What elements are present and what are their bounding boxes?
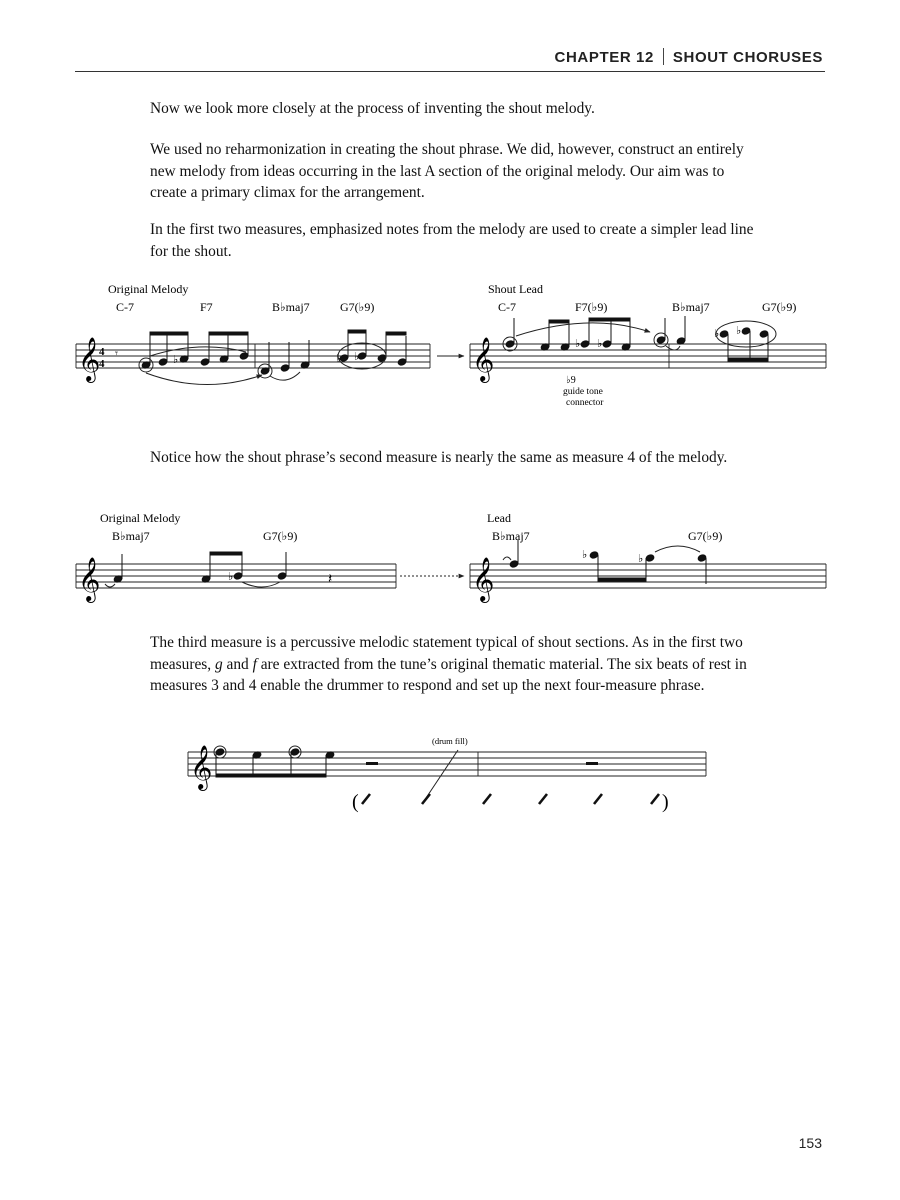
chord-symbol: G7(♭9) <box>340 300 375 314</box>
flat-icon: ♭ <box>714 328 720 340</box>
flat-icon: ♭ <box>736 325 742 337</box>
example-1 <box>76 282 826 408</box>
annotation-flat-nine: ♭9 <box>566 375 576 386</box>
paragraph-3: In the first two measures, emphasized notes from the melody are used to create a simpler lead line for the shout. <box>150 221 754 260</box>
lead-notes-2 <box>509 540 707 584</box>
chord-symbol: B♭maj7 <box>112 529 150 543</box>
slash-rhythm <box>362 794 659 804</box>
chord-symbol: G7(♭9) <box>688 529 723 543</box>
chord-symbol: B♭maj7 <box>492 529 530 543</box>
half-rest-icon <box>366 762 378 765</box>
quarter-rest-icon: 𝄽 <box>328 572 333 587</box>
treble-clef-icon: 𝄞 <box>78 339 101 381</box>
staff-lead-2 <box>470 564 826 588</box>
ties-lead-2 <box>503 546 700 560</box>
paragraph-4: Notice how the shout phrase’s second measure is nearly the same as measure 4 of the melody. <box>150 449 728 466</box>
treble-clef-icon: 𝄞 <box>190 747 213 789</box>
flat-icon: ♭ <box>336 353 342 365</box>
chord-symbol: G7(♭9) <box>762 300 797 314</box>
svg-text:4: 4 <box>99 358 105 370</box>
example-3 <box>188 736 706 813</box>
flat-icon: ♭ <box>575 338 581 350</box>
ties-2 <box>105 582 280 587</box>
note-f-italic: f <box>252 655 257 673</box>
original-melody-label: Original Melody <box>100 511 181 525</box>
flat-icon: ♭ <box>582 549 588 561</box>
staff-shout-3 <box>188 752 706 776</box>
close-paren: ) <box>662 791 669 813</box>
chord-symbol: F7 <box>200 300 213 314</box>
paragraph-1: Now we look more closely at the process of inventing the shout melody. <box>150 100 595 117</box>
staff-original-melody-1 <box>76 344 430 368</box>
page-number: 153 <box>798 1135 822 1151</box>
flat-icon: ♭ <box>354 351 360 363</box>
treble-clef-icon: 𝄞 <box>78 559 101 601</box>
annotation-guide-tone: guide tone <box>563 387 603 397</box>
staff-shout-lead-1 <box>470 344 826 368</box>
paragraph-5-text-c: are extracted from the tune’s original thematic material. The six beats of rest in measures 3 and 4 enable the drummer to respond and set up the next four-measure phrase. <box>150 655 747 694</box>
drum-fill-line <box>426 750 458 798</box>
drum-fill-label: (drum fill) <box>432 736 468 746</box>
melody-notes-2 <box>113 552 287 583</box>
eighth-rest-icon: 𝄾 <box>115 348 118 360</box>
flat-icon: ♭ <box>173 354 179 366</box>
paragraph-5-text-b: and <box>222 655 253 673</box>
open-paren: ( <box>352 791 359 813</box>
paragraph-5-text-a: The third measure is a percussive melodic statement typical of shout sections. As in the first two measures, <box>150 634 743 673</box>
chord-symbol: C-7 <box>116 300 134 314</box>
chapter-title: SHOUT CHORUSES <box>672 49 823 66</box>
chord-symbol: B♭maj7 <box>672 300 710 314</box>
example-2 <box>76 511 826 603</box>
paragraph-2: We used no reharmonization in creating the shout phrase. We did, however, construct an entirely new melody from ideas occurring in the last A section of the original melody. Our aim was to create a primary climax for the arrangement. <box>150 141 744 201</box>
chord-symbol: B♭maj7 <box>272 300 310 314</box>
shout-lead-label: Shout Lead <box>488 282 543 296</box>
note-g-italic: g <box>214 655 223 673</box>
time-signature: 4 <box>99 346 105 358</box>
chord-symbol: C-7 <box>498 300 516 314</box>
flat-icon: ♭ <box>597 338 603 350</box>
treble-clef-icon: 𝄞 <box>472 559 495 601</box>
original-melody-label: Original Melody <box>108 282 189 296</box>
chapter-number: CHAPTER 12 <box>554 49 654 66</box>
half-rest-icon <box>586 762 598 765</box>
chord-symbol: G7(♭9) <box>263 529 298 543</box>
treble-clef-icon: 𝄞 <box>472 339 495 381</box>
lead-label: Lead <box>487 511 511 525</box>
chord-symbol: F7(♭9) <box>575 300 608 314</box>
flat-icon: ♭ <box>638 553 644 565</box>
annotation-connector: connector <box>566 398 604 408</box>
flat-icon: ♭ <box>228 571 234 583</box>
